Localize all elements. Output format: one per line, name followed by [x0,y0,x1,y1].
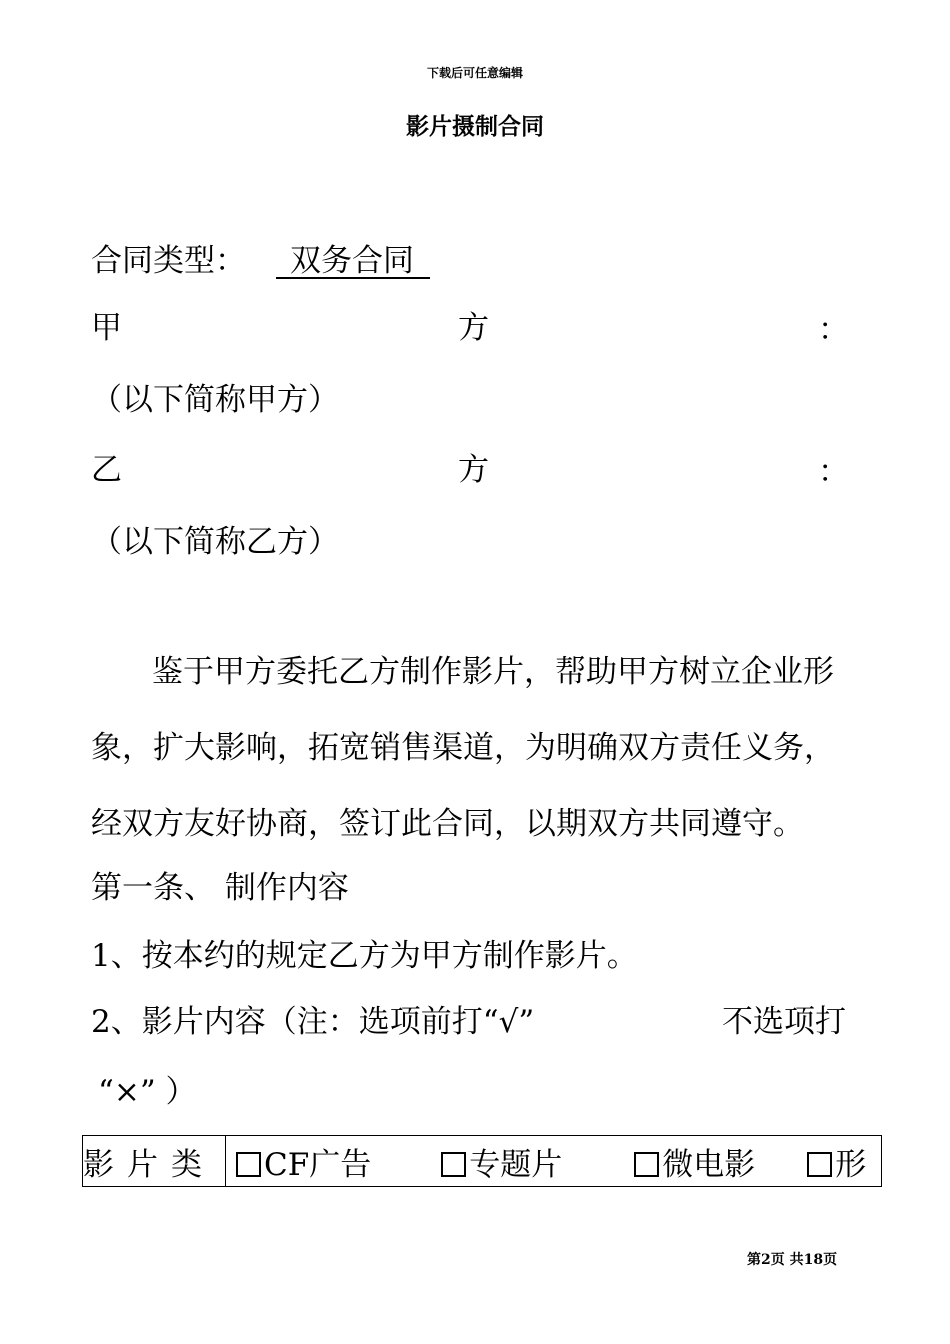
option-label: 形 [835,1146,867,1183]
party-a-char2: 方 [458,310,489,346]
article-1-heading: 第一条、 制作内容 [91,870,349,906]
party-a-note: （以下简称甲方） [91,382,339,418]
party-b-char2: 方 [458,452,489,488]
article-1-item-2-end: “×” ） [98,1074,197,1110]
preamble-line-3: 经双方友好协商，签订此合同，以期双方共同遵守。 [91,806,804,842]
contract-type-label: 合同类型： [91,243,246,279]
checkbox-icon[interactable] [634,1152,659,1177]
option-micro-film[interactable] [634,1139,755,1184]
film-type-header: 影片类 [83,1136,226,1187]
party-a-colon: ： [818,312,849,348]
contract-type-value: 双务合同 [276,245,430,279]
option-shape[interactable] [807,1139,866,1184]
article-1-item-1: 1、按本约的规定乙方为甲方制作影片。 [91,938,638,974]
table-row [83,1136,882,1187]
film-type-options-cell [226,1136,882,1187]
party-b-colon: ： [818,454,849,490]
preamble-line-2: 象，扩大影响，拓宽销售渠道，为明确双方责任义务， [91,730,835,766]
page-number: 第2页 共18页 [747,1252,838,1268]
party-a-char1: 甲 [91,310,122,346]
option-feature-film[interactable] [441,1139,562,1184]
checkbox-icon[interactable] [441,1152,466,1177]
preamble-line-1: 鉴于甲方委托乙方制作影片，帮助甲方树立企业形 [152,654,834,690]
article-1-item-2: 2、影片内容（注：选项前打“√” [91,1004,535,1040]
contract-type-line [91,243,430,279]
checkbox-icon[interactable] [236,1152,261,1177]
film-type-table [82,1135,882,1187]
option-cf-ad[interactable] [236,1139,371,1184]
option-label: 专题片 [469,1146,563,1183]
party-b-char1: 乙 [91,452,122,488]
checkbox-icon[interactable] [807,1152,832,1177]
article-1-item-2-cont: 不选项打 [722,1004,846,1040]
option-label: CF广告 [264,1146,372,1183]
header-note: 下载后可任意编辑 [426,66,523,80]
party-b-note: （以下简称乙方） [91,524,339,560]
document-title: 影片摄制合同 [406,113,544,140]
option-label: 微电影 [662,1146,756,1183]
